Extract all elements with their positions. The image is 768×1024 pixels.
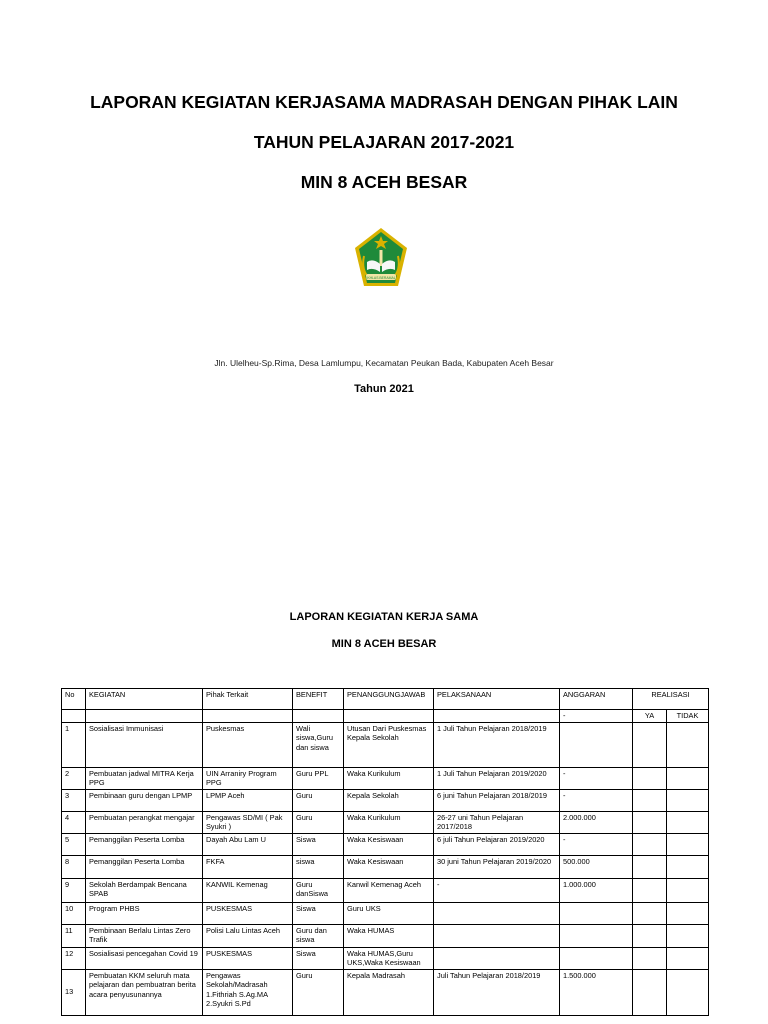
cell-tidak [667,811,709,833]
col-no: No [62,689,86,710]
cell-pelaksanaan [434,947,560,969]
cell-benefit: siswa [293,855,344,878]
cell-no: 4 [62,811,86,833]
table-row [62,767,709,789]
cell-benefit: Guru [293,969,344,1015]
report-year: Tahun 2021 [354,383,414,395]
cell-ya [633,878,667,902]
cell-benefit: Guru danSiswa [293,878,344,902]
cell-pj: Guru UKS [344,902,434,924]
cell-kegiatan: Pembinaan guru dengan LPMP [86,789,203,811]
cell-tidak [667,947,709,969]
cell-pihak: KANWIL Kemenag [203,878,293,902]
cell-pihak: Pengawas SD/MI ( Pak Syukri ) [203,811,293,833]
col-benefit: BENEFIT [293,689,344,710]
cell-pj: Waka Kurikulum [344,811,434,833]
cell-benefit: Guru [293,789,344,811]
cell-ya [633,924,667,947]
cell-benefit: Guru [293,811,344,833]
cell-pj: Waka HUMAS,Guru UKS,Waka Kesiswaan [344,947,434,969]
cell-anggaran [560,722,633,767]
cell-pj: Kepala Sekolah [344,789,434,811]
cell-kegiatan: Pembuatan KKM seluruh mata pelajaran dan pembuatran berita acara penyusunannya [86,969,203,1015]
cell-no: 10 [62,902,86,924]
cell-kegiatan: Sosialisasi Immunisasi [86,722,203,767]
cell-kegiatan: Sosialisasi pencegahan Covid 19 [86,947,203,969]
cell-ya [633,789,667,811]
cell-kegiatan: Pemanggilan Peserta Lomba [86,833,203,855]
col-tidak: TIDAK [667,710,709,723]
col-kegiatan: KEGIATAN [86,689,203,710]
cell-pihak: PUSKESMAS [203,902,293,924]
cell-no: 1 [62,722,86,767]
cell-tidak [667,924,709,947]
cell-benefit: Guru dan siswa [293,924,344,947]
cell-pj: Waka Kurikulum [344,767,434,789]
cell-anggaran: 2.000.000 [560,811,633,833]
cell-pelaksanaan: 1 Juli Tahun Pelajaran 2019/2020 [434,767,560,789]
cell-ya [633,902,667,924]
cell-pihak: Polisi Lalu Lintas Aceh [203,924,293,947]
table-row [62,902,709,924]
table-row [62,811,709,833]
col-anggaran: ANGGARAN [560,689,633,710]
table-row [62,855,709,878]
cell-pj: Waka Kesiswaan [344,855,434,878]
cell-pihak: FKFA [203,855,293,878]
cell-no: 5 [62,833,86,855]
cell-tidak [667,878,709,902]
cell-pihak: UIN Arraniry Program PPG [203,767,293,789]
cell-pihak: LPMP Aceh [203,789,293,811]
cell-ya [633,722,667,767]
cell-kegiatan: Program PHBS [86,902,203,924]
cell-ya [633,855,667,878]
table-subheader-row [62,710,709,723]
school-name: MIN 8 ACEH BESAR [300,172,468,192]
cell-pelaksanaan: - [434,878,560,902]
table-row [62,878,709,902]
cell-pihak: PUSKESMAS [203,947,293,969]
cell-kegiatan: Sekolah Berdampak Bencana SPAB [86,878,203,902]
table-row [62,722,709,767]
cell-tidak [667,722,709,767]
cell-pj: Utusan Dari Puskesmas Kepala Sekolah [344,722,434,767]
cell-tidak [667,969,709,1015]
cell-anggaran [560,924,633,947]
cell-no: 13 [62,969,86,1015]
cell-no: 9 [62,878,86,902]
cell-pelaksanaan [434,924,560,947]
cell-anggaran: - [560,767,633,789]
cell-tidak [667,833,709,855]
cell-ya [633,833,667,855]
kemenag-logo-icon [353,226,409,294]
table-header-row [62,689,709,710]
cell-pelaksanaan: 1 Juli Tahun Pelajaran 2018/2019 [434,722,560,767]
report-school: MIN 8 ACEH BESAR [331,638,437,650]
table-row [62,924,709,947]
table-row [62,947,709,969]
cell-no: 2 [62,767,86,789]
table-row [62,789,709,811]
cell-anggaran: 1.000.000 [560,878,633,902]
cell-anggaran: 500.000 [560,855,633,878]
cell-ya [633,947,667,969]
cell-tidak [667,855,709,878]
col-anggaran-sub: - [560,710,633,723]
page-title: LAPORAN KEGIATAN KERJASAMA MADRASAH DENGAN PIHAK LAIN [90,92,678,112]
cell-ya [633,811,667,833]
cell-pelaksanaan: 6 juni Tahun Pelajaran 2018/2019 [434,789,560,811]
cell-benefit: Wali siswa,Guru dan siswa [293,722,344,767]
cell-pj: Kanwil Kemenag Aceh [344,878,434,902]
cell-pj: Waka HUMAS [344,924,434,947]
cell-anggaran [560,902,633,924]
cell-pelaksanaan: 30 juni Tahun Pelajaran 2019/2020 [434,855,560,878]
table-row [62,969,709,1015]
col-pelaksanaan: PELAKSANAAN [434,689,560,710]
cell-tidak [667,902,709,924]
cell-no: 11 [62,924,86,947]
school-address: Jln. Ulelheu-Sp.Rima, Desa Lamlumpu, Kecamatan Peukan Bada, Kabupaten Aceh Besar [214,358,554,368]
cooperation-table [61,688,709,1016]
cell-kegiatan: Pemanggilan Peserta Lomba [86,855,203,878]
cell-no: 3 [62,789,86,811]
cell-kegiatan: Pembinaan Berlalu Lintas Zero Trafik [86,924,203,947]
col-realisasi: REALISASI [633,689,709,710]
cell-pelaksanaan: Juli Tahun Pelajaran 2018/2019 [434,969,560,1015]
cell-pelaksanaan: 6 juli Tahun Pelajaran 2019/2020 [434,833,560,855]
cell-benefit: Siswa [293,833,344,855]
cell-pj: Kepala Madrasah [344,969,434,1015]
cell-no: 8 [62,855,86,878]
cell-no: 12 [62,947,86,969]
cell-pihak: Puskesmas [203,722,293,767]
cell-pj: Waka Kesiswaan [344,833,434,855]
cell-ya [633,969,667,1015]
cell-pihak: Pengawas Sekolah/Madrasah 1.Fithriah S.Ag.MA 2.Syukri S.Pd [203,969,293,1015]
cell-anggaran [560,947,633,969]
cell-pelaksanaan [434,902,560,924]
cell-benefit: Siswa [293,902,344,924]
cell-tidak [667,767,709,789]
cell-pelaksanaan: 26-27 uni Tahun Pelajaran 2017/2018 [434,811,560,833]
table-body [62,722,709,1015]
table-row [62,833,709,855]
cell-benefit: Guru PPL [293,767,344,789]
page-subtitle-year: TAHUN PELAJARAN 2017-2021 [253,132,515,152]
report-title: LAPORAN KEGIATAN KERJA SAMA [289,611,479,623]
col-pj: PENANGGUNGJAWAB [344,689,434,710]
cell-kegiatan: Pembuatan jadwal MITRA Kerja PPG [86,767,203,789]
cell-kegiatan: Pembuatan perangkat mengajar [86,811,203,833]
logo-motto: IKHLAS BERAMAL [366,275,396,280]
col-pihak: Pihak Terkait [203,689,293,710]
cell-pihak: Dayah Abu Lam U [203,833,293,855]
col-ya: YA [633,710,667,723]
cell-anggaran: - [560,833,633,855]
cell-tidak [667,789,709,811]
cell-anggaran: - [560,789,633,811]
cell-anggaran: 1.500.000 [560,969,633,1015]
cell-ya [633,767,667,789]
cell-benefit: Siswa [293,947,344,969]
